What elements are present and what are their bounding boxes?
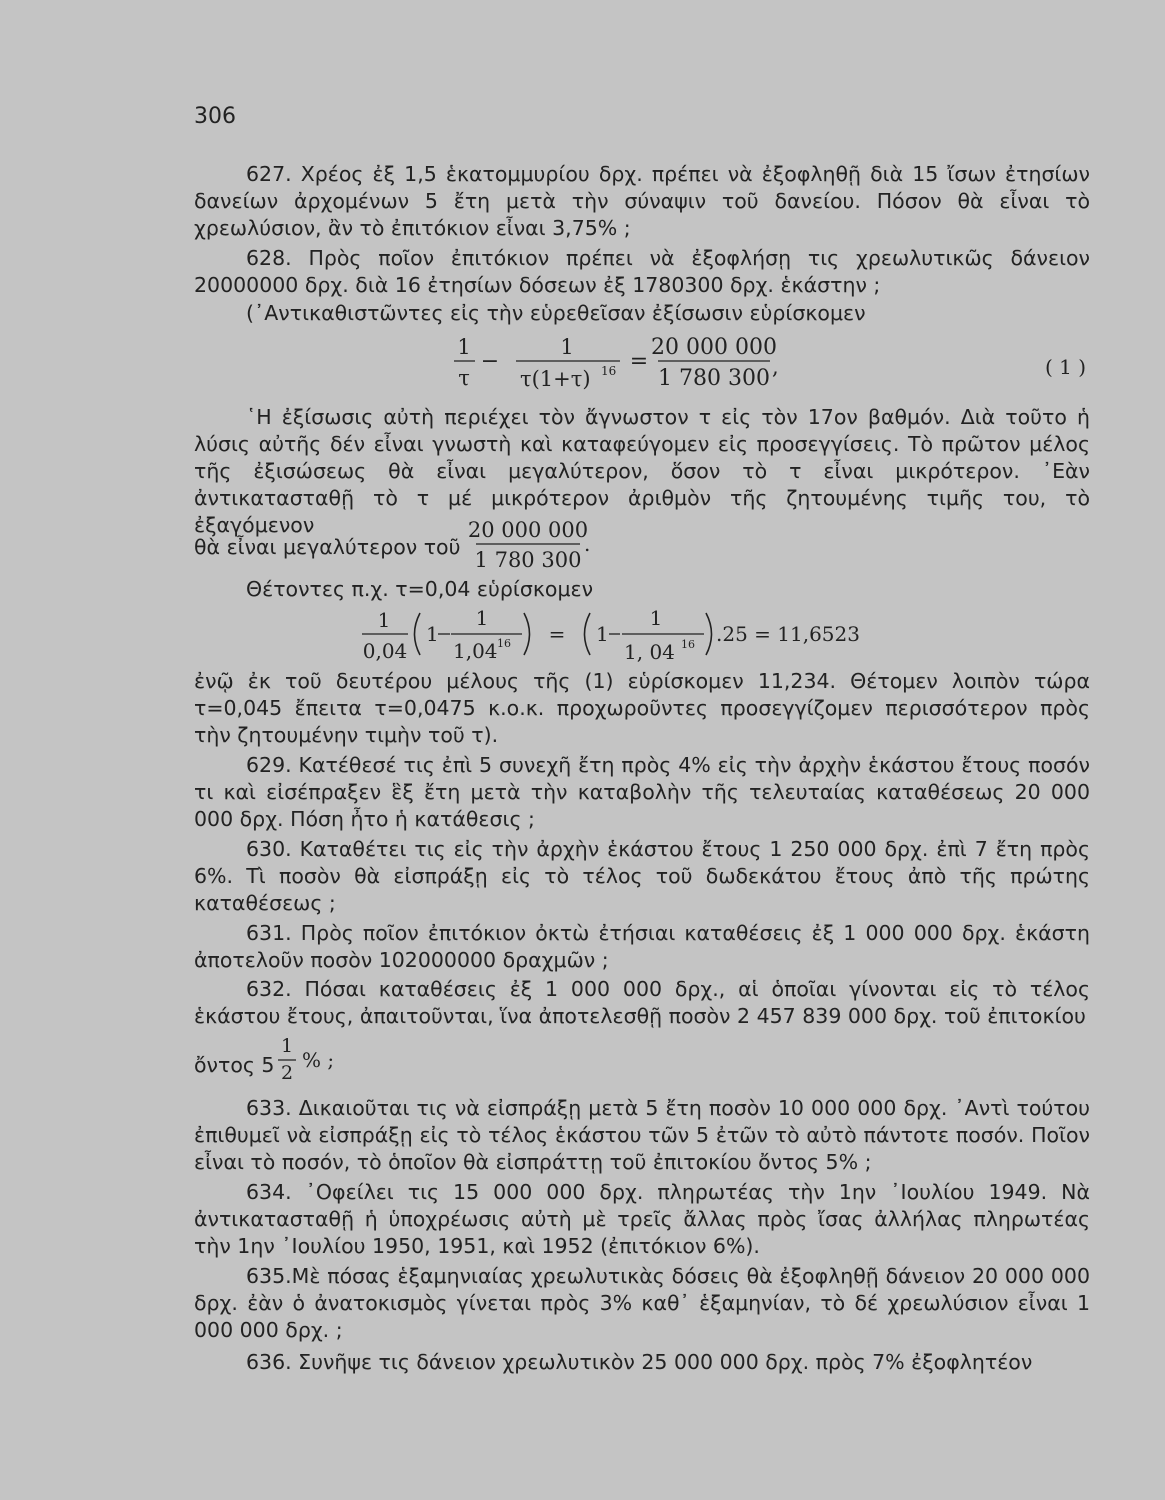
fraction-half <box>274 1034 384 1088</box>
eq2-den-3: 1, 04 <box>624 640 675 664</box>
equation-2 <box>354 603 914 669</box>
eq2-tail: .25 = 11,6523 <box>716 622 860 646</box>
problem-630: 630. Καταθέτει τις εἰς τὴν ἀρχὴν ἑκάστου ἔτους 1 250 000 δρχ. ἐπὶ 7 ἔτη πρὸς 6%. Τὶ ποσὸν θὰ εἰσπράξῃ εἰς τὸ τέλος τοῦ δωδεκάτου ἔτους ἀπὸ τῆς πρώτης καταθέσεως ; <box>194 837 1090 915</box>
eq2-num-3: 1 <box>649 606 663 630</box>
half-post: % ; <box>302 1048 335 1072</box>
eq1-den-3: 1 780 300 <box>658 366 770 391</box>
eq1-minus: − <box>480 349 500 374</box>
eq2-num-2: 1 <box>475 606 489 630</box>
eq2-num-1: 1 <box>377 608 391 632</box>
eq1-den-tau: τ <box>458 366 470 390</box>
eq1-label: ( 1 ) <box>1044 355 1086 379</box>
problem-628-e: ἐνῷ ἐκ τοῦ δευτέρου μέλους τῆς (1) εὑρίσκομεν 11,234. Θέτομεν λοιπὸν τώρα τ=0,045 ἔπειτα τ=0,0475 κ.ο.κ. προχωροῦντες προσεγγίζομεν περισσότερον πρὸς τὴν ζητουμένην τιμὴν τοῦ τ). <box>194 669 1090 747</box>
frac2-den: 1 780 300 <box>474 548 582 572</box>
half-den: 2 <box>280 1062 294 1084</box>
problem-634: 634. ᾿Οφείλει τις 15 000 000 δρχ. πληρωτέας τὴν 1ην ᾿Ιουλίου 1949. Νὰ ἀντικατασταθῇ ἡ ὑποχρέωσις αὐτὴ μὲ τρεῖς ἄλλας πρὸς ἴσας ἀλλήλας πληρωτέας τὴν 1ην ᾿Ιουλίου 1950, 1951, καὶ 1952 (ἐπιτόκιον 6%). <box>194 1180 1090 1258</box>
problem-632-b <box>194 1052 274 1079</box>
equation-1 <box>450 330 1100 396</box>
problem-632: 632. Πόσαι καταθέσεις ἐξ 1 000 000 δρχ., αἱ ὁποῖαι γίνονται εἰς τὸ τέλος ἑκάστου ἔτους, ἀπαιτοῦνται, ἵνα ἀποτελεσθῇ ποσὸν 2 457 839 000 δρχ. τοῦ ἐπιτοκίου <box>194 977 1090 1028</box>
eq1-num-2: 1 <box>560 335 574 359</box>
problem-628-intro: (᾿Αντικαθιστῶντες εἰς τὴν εὑρεθεῖσαν ἐξίσωσιν εὑρίσκομεν <box>246 301 866 325</box>
fraction-2 <box>468 513 608 577</box>
problem-632-b-pre: ὄντος 5 <box>194 1053 275 1077</box>
eq2-exp-2: 16 <box>681 638 695 651</box>
eq1-comma: , <box>772 355 779 379</box>
eq2-den-1: 0,04 <box>362 639 408 663</box>
eq1-num-3: 20 000 000 <box>651 335 777 360</box>
eq1-den-2: τ(1+τ) <box>520 367 591 391</box>
half-num: 1 <box>280 1035 294 1057</box>
problem-628-d: Θέτοντες π.χ. τ=0,04 εὑρίσκομεν <box>246 577 594 601</box>
eq2-den-2: 1,04 <box>453 639 498 663</box>
problem-631: 631. Πρὸς ποῖον ἐπιτόκιον ὀκτὼ ἐτήσιαι καταθέσεις ἐξ 1 000 000 δρχ. ἑκάστη ἀποτελοῦν ποσὸν 102000000 δραχμῶν ; <box>194 921 1090 972</box>
eq1-num-1: 1 <box>457 335 471 359</box>
problem-628-text: ῾Η ἐξίσωσις αὐτὴ περιέχει τὸν ἄγνωστον τ εἰς τὸν 17ον βαθμόν. Διὰ τοῦτο ἡ λύσις αὐτῆς δέν εἶναι γνωστὴ καὶ καταφεύγομεν εἰς προσεγγίσεις. Τὸ πρῶτον μέλος τῆς ἐξισώσεως θὰ εἶναι μεγαλύτερον, ὅσον τὸ τ εἶναι μικρότερον. ᾿Εὰν ἀντικατασταθῇ τὸ τ μέ μικρότερον ἀριθμὸν τῆς ζητουμένης τιμῆς του, τὸ ἐξαγόμενον <box>194 405 1090 537</box>
problem-635: 635.Μὲ πόσας ἑξαμηνιαίας χρεωλυτικὰς δόσεις θὰ ἐξοφληθῇ δάνειον 20 000 000 δρχ. ἐὰν ὁ ἀνατοκισμὸς γίνεται πρὸς 3% καθ᾿ ἑξαμηνίαν, τὸ δέ χρεωλύσιον εἶναι 1 000 000 δρχ. ; <box>194 1264 1090 1342</box>
problem-636: 636. Συνῆψε τις δάνειον χρεωλυτικὸν 25 000 000 δρχ. πρὸς 7% ἐξοφλητέον <box>246 1350 1033 1374</box>
problem-629: 629. Κατέθεσέ τις ἐπὶ 5 συνεχῆ ἔτη πρὸς 4% εἰς τὴν ἀρχὴν ἑκάστου ἔτους ποσόν τι καὶ εἰσέπραξεν ἓξ ἔτη μετὰ τὴν καταβολὴν τῆς τελευταίας καταθέσεως 20 000 000 δρχ. Πόση ἦτο ἡ κατάθεσις ; <box>194 753 1090 831</box>
eq2-exp-1: 16 <box>497 637 511 650</box>
eq1-equals: = <box>629 349 649 374</box>
eq2-one-a: 1 <box>426 622 439 646</box>
eq2-one-b: 1 <box>596 622 609 646</box>
problem-628-c: θὰ εἶναι μεγαλύτερον τοῦ <box>194 535 461 559</box>
eq2-equals: = <box>548 622 566 646</box>
eq1-exponent: 16 <box>601 364 617 378</box>
frac2-num: 20 000 000 <box>468 518 589 542</box>
page-number: 306 <box>194 104 236 129</box>
frac2-dot: . <box>584 532 591 556</box>
problem-627: 627. Χρέος ἐξ 1,5 ἑκατομμυρίου δρχ. πρέπει νὰ ἐξοφληθῇ διὰ 15 ἴσων ἐτησίων δανείων ἀρχομένων 5 ἔτη μετὰ τὴν σύναψιν τοῦ δανείου. Πόσον θὰ εἶναι τὸ χρεωλύσιον, ἂν τὸ ἐπιτόκιον εἶναι 3,75% ; <box>194 162 1090 240</box>
problem-628: 628. Πρὸς ποῖον ἐπιτόκιον πρέπει νὰ ἐξοφλήσῃ τις χρεωλυτικῶς δάνειον 20000000 δρχ. διὰ 16 ἐτησίων δόσεων ἐξ 1780300 δρχ. ἑκάστην ; <box>194 246 1090 297</box>
problem-633: 633. Δικαιοῦται τις νὰ εἰσπράξῃ μετὰ 5 ἔτη ποσὸν 10 000 000 δρχ. ᾿Αντὶ τούτου ἐπιθυμεῖ νὰ εἰσπράξῃ εἰς τὸ τέλος ἑκάστου τῶν 5 ἐτῶν τὸ αὐτὸ πάντοτε ποσόν. Ποῖον εἶναι τὸ ποσόν, τὸ ὁποῖον θὰ εἰσπράττῃ τοῦ ἐπιτοκίου ὄντος 5% ; <box>194 1096 1090 1174</box>
